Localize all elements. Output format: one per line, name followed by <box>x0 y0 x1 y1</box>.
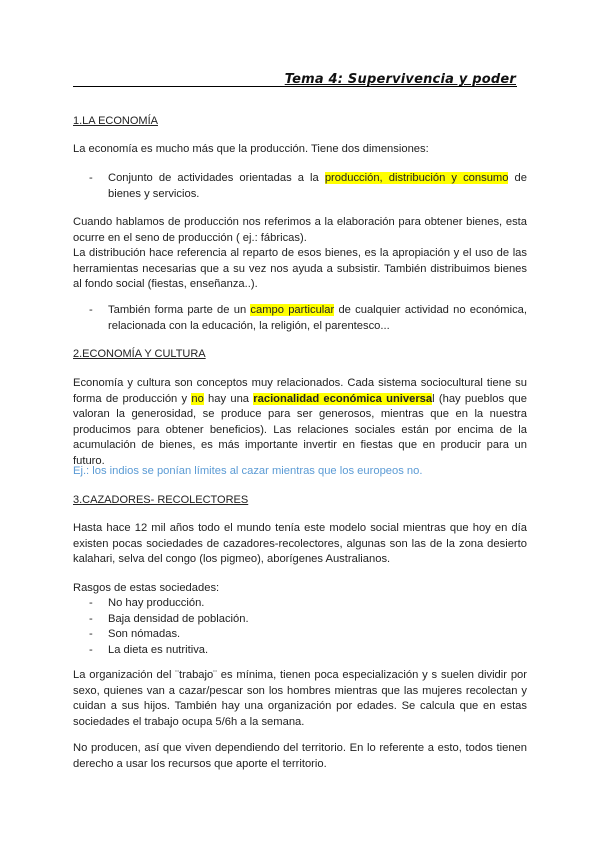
example-text: Ej.: los indios se ponían límites al cazar mientras que los europeos no. <box>73 465 423 477</box>
section-heading-cazadores: 3.CAZADORES- RECOLECTORES <box>73 494 249 506</box>
list-label: Rasgos de estas sociedades: <box>73 582 220 594</box>
highlight: campo particular <box>250 304 335 316</box>
document-page: Tema 4: Supervivencia y poder 1.LA ECONOMÍA La economía es mucho más que la producción. Tiene dos dimensiones: - Conjunto de actividades orientadas a la producción, distribución y consumo de bienes y servicios. Cuando hablamos de producción nos referimos a la elaboración para obtener bienes, esta ocurre en el seno de producción ( ej.: fábricas). La distribución hace referencia al reparto de esos bienes, es la apropiación y el uso de las herramientas necesarias que a su vez nos ayuda a subsistir. También distribuimos bienes al fondo social (fiestas, enseñanza..). - También forma parte de un campo particular de cualquier actividad no económica, relacionada con la educación, la religión, el parentesco... 2.ECONOMÍA Y CULTURA Economía y cultura son conceptos muy relacionados. Cada sistema sociocultural tiene su forma de producción y no hay una racionalidad económica universal (hay pueblos que valoran la generosidad, se produce para ser generosos, mientras que en la nuestra producimos para obtener beneficios). Las relaciones sociales están por encima de la acumulación de bienes, es más importante invertir en fiestas que en producir para un futuro. Ej.: los indios se ponían límites al cazar mientras que los europeos no. 3.CAZADORES- RECOLECTORES Hasta hace 12 mil años todo el mundo tenía este modelo social mientras que hoy en día existen pocas sociedades de cazadores-recolectores, algunas son las de la zona desierto kalahari, selva del congo (los pigmeo), aborígenes Australianos. Rasgos de estas sociedades: - No hay producción. - Baja densidad de población. - Son nómadas. - La dieta es nutritiva. La organización del ¨trabajo¨ es mínima, tienen poca especialización y s suelen dividir por sexo, quienes van a cazar/pescar son los hombres mientras que las mujeres recolectan y cuidan a sus hijos. También hay una organización por edades. Se calcula que en estas sociedades el trabajo ocupa 5/6h a la semana. No producen, así que viven dependiendo del territorio. En lo referente a esto, todos tienen derecho a usar los recursos que aporte el territorio. <box>0 0 600 848</box>
list-item: - Baja densidad de población. <box>89 612 249 625</box>
list-item: - La dieta es nutritiva. <box>89 643 209 656</box>
section-heading-economia: 1.LA ECONOMÍA <box>73 115 158 127</box>
list-item: - Son nómadas. <box>89 628 181 640</box>
rasgos-list <box>89 596 249 658</box>
paragraph: La distribución hace referencia al reparto de esos bienes, es la apropiación y el uso de las herramientas necesarias que a su vez nos ayuda a subsistir. También distribuimos bienes al fondo social (fiestas, enseñanza..). <box>73 247 527 290</box>
paragraph: No producen, así que viven dependiendo del territorio. En lo referente a esto, todos tienen derecho a usar los recursos que aporte el territorio. <box>73 742 527 770</box>
paragraph: La organización del ¨trabajo¨ es mínima, tienen poca especialización y s suelen dividir por sexo, quienes van a cazar/pescar son los hombres mientras que las mujeres recolectan y cuidan a sus hijos. También hay una organización por edades. Se calcula que en estas sociedades el trabajo ocupa 5/6h a la semana. <box>73 669 527 728</box>
paragraph: Cuando hablamos de producción nos referimos a la elaboración para obtener bienes, esta ocurre en el seno de producción ( ej.: fábricas). <box>73 216 527 244</box>
section-heading-economia-cultura: 2.ECONOMÍA Y CULTURA <box>73 348 206 360</box>
list-item: - No hay producción. <box>89 597 205 609</box>
paragraph: Economía y cultura son conceptos muy relacionados. Cada sistema sociocultural tiene su forma de producción y no hay una racionalidad económica universal (hay pueblos que valoran la generosidad, se produce para ser generosos, mientras que en la nuestra producimos para obtener beneficios). Las relaciones sociales están por encima de la acumulación de bienes, es más importante invertir en fiestas que en producir para un futuro. <box>73 377 527 467</box>
page-title: Tema 4: Supervivencia y poder <box>284 72 516 87</box>
paragraph: La economía es mucho más que la producción. Tiene dos dimensiones: <box>73 143 429 155</box>
paragraph: Hasta hace 12 mil años todo el mundo tenía este modelo social mientras que hoy en día existen pocas sociedades de cazadores-recolectores, algunas son las de la zona desierto kalahari, selva del congo (los pigmeo), aborígenes Australianos. <box>73 522 527 565</box>
highlight: producción, distribución y consumo <box>324 172 509 184</box>
